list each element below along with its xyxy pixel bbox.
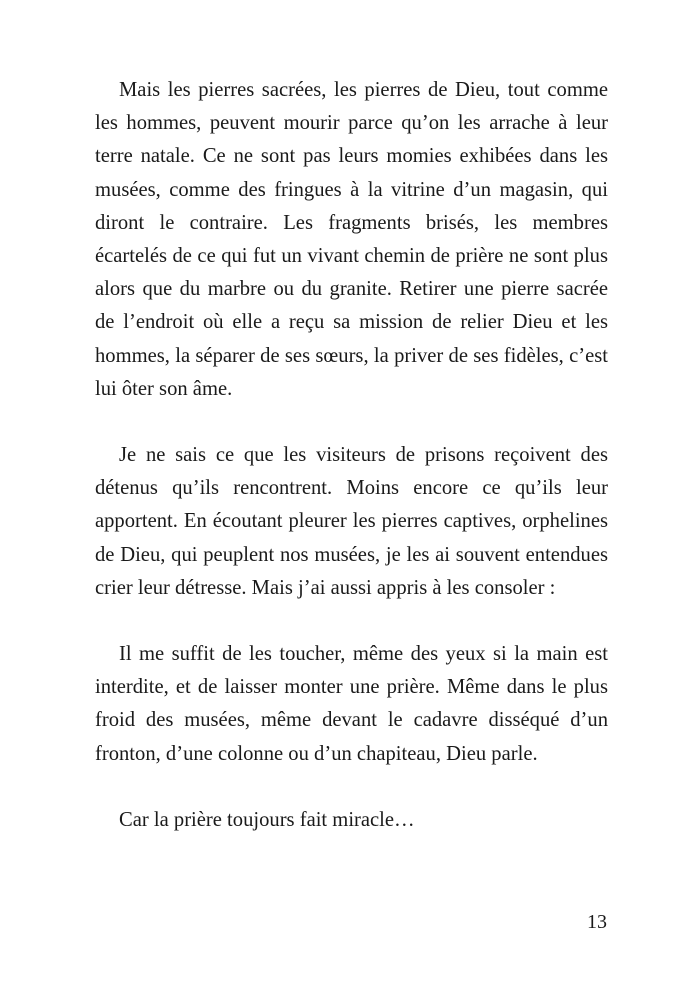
- paragraph-2: Je ne sais ce que les visiteurs de prisons reçoivent des détenus qu’ils rencontrent. Moins encore ce qu’ils leur apportent. En écoutant pleurer les pierres captives, orphelines de Dieu, qui peuplent nos musées, je les ai souvent entendues crier leur détresse. Mais j’ai aussi appris à les consoler :: [95, 444, 608, 599]
- paragraph-3: Il me suffit de les toucher, même des yeux si la main est interdite, et de laisser monter une prière. Même dans le plus froid des musées, même devant le cadavre disséqué d’un fronton, d’une colonne ou d’un chapiteau, Dieu parle.: [95, 643, 608, 765]
- paragraph-1: Mais les pierres sacrées, les pierres de Dieu, tout comme les hommes, peuvent mourir parce qu’on les arrache à leur terre natale. Ce ne sont pas leurs momies exhibées dans les musées, comme des fringues à la vitrine d’un magasin, qui diront le contraire. Les fragments brisés, les membres écartelés de ce qui fut un vivant chemin de prière ne sont plus alors que du marbre ou du granite. Retirer une pierre sacrée de l’endroit où elle a reçu sa mission de relier Dieu et les hommes, la séparer de ses sœurs, la priver de ses fidèles, c’est lui ôter son âme.: [95, 79, 608, 400]
- body-text: [95, 74, 608, 870]
- page-number: 13: [587, 911, 607, 933]
- paragraph-4: Car la prière toujours fait miracle…: [119, 808, 415, 831]
